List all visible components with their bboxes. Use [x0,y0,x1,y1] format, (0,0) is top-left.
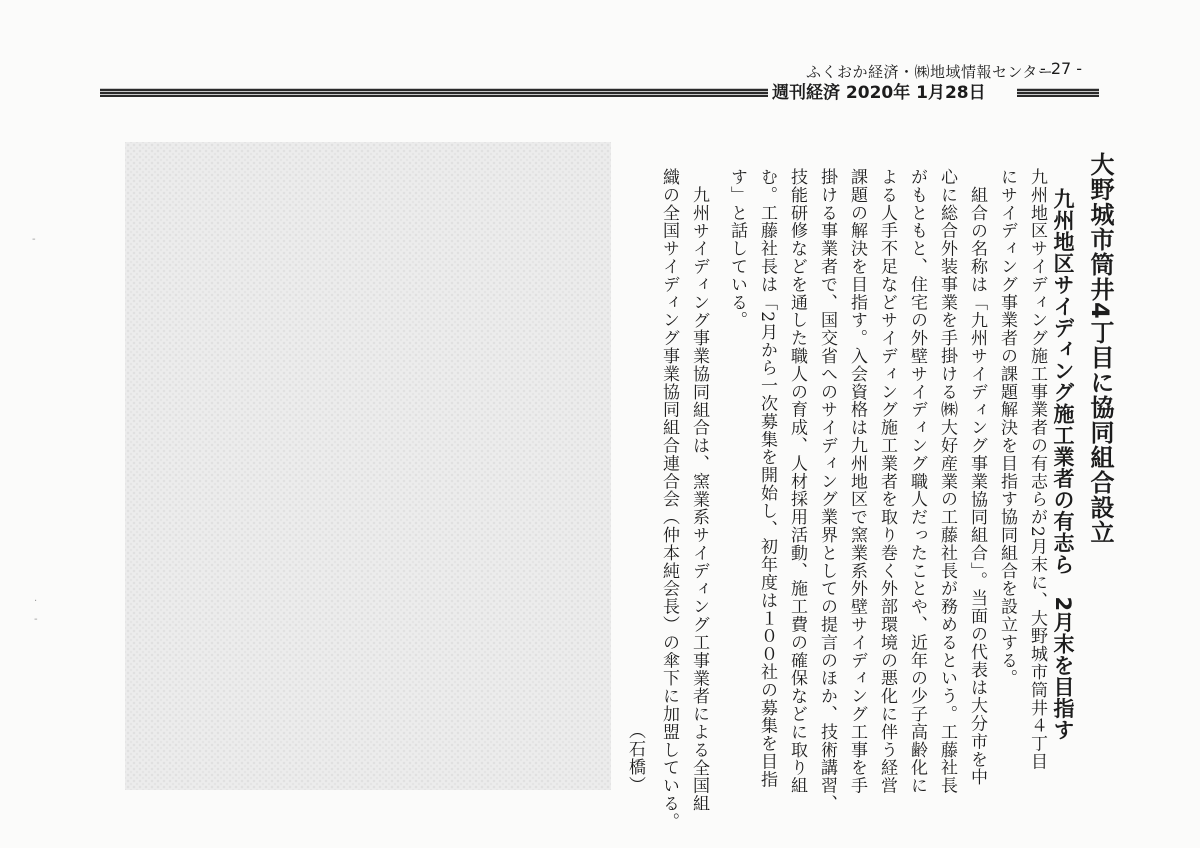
body-line: 心に総合外装事業を手掛ける㈱大好産業の工藤社長が務めるという。工藤社長 [937,168,957,795]
body-line: 課題の解決を目指す。入会資格は九州地区で窯業系外壁サイディング工事を手 [847,168,867,795]
header-rule-left [100,88,768,97]
header-rule-right [1017,88,1099,97]
body-line: 掛ける事業者で、国交省へのサイディング業界としての提言のほか、技術講習、 [817,168,837,813]
article-headline: 大野城市筒井4丁目に協同組合設立 [1086,152,1114,545]
body-line: 九州地区サイディング施工事業者の有志らが2月末に、大野城市筒井４丁目 [1027,168,1047,771]
article-subheadline: 九州地区サイディング施工業者の有志ら 2月末を目指す [1051,188,1075,741]
body-line: 組合の名称は「九州サイディング事業協同組合」。当面の代表は大分市を中 [967,186,987,787]
body-line: がもともと、住宅の外壁サイディング職人だったことや、近年の少子高齢化に [907,168,927,795]
scan-mark: - [34,614,38,625]
article-photo [125,142,611,790]
body-line: 織の全国サイディング事業協同組合連合会（仲本純会長）の傘下に加盟している。 [659,168,679,831]
header-source: ふくおか経済・㈱地域情報センター [806,63,1054,81]
scan-mark: - [32,234,36,245]
body-line: よる人手不足などサイディング施工業者を取り巻く外部環境の悪化に伴う経営 [877,168,897,795]
body-line: にサイディング事業者の課題解決を目指す協同組合を設立する。 [997,168,1017,688]
page-number: - 27 - [1040,59,1083,78]
article-credit: （石橋） [625,722,645,794]
scan-mark: · [34,596,38,607]
publication-date: 週刊経済 2020年 1月28日 [772,83,986,103]
body-line: む。工藤社長は「2月から一次募集を開始し、初年度は１００社の募集を目指 [757,168,777,789]
body-line: 九州サイディング事業協同組合は、窯業系サイディング工事業者による全国組 [689,186,709,813]
body-line: す」と話している。 [727,168,747,330]
body-line: 技能研修などを通した職人の育成、人材採用活動、施工費の確保などに取り組 [787,168,807,795]
